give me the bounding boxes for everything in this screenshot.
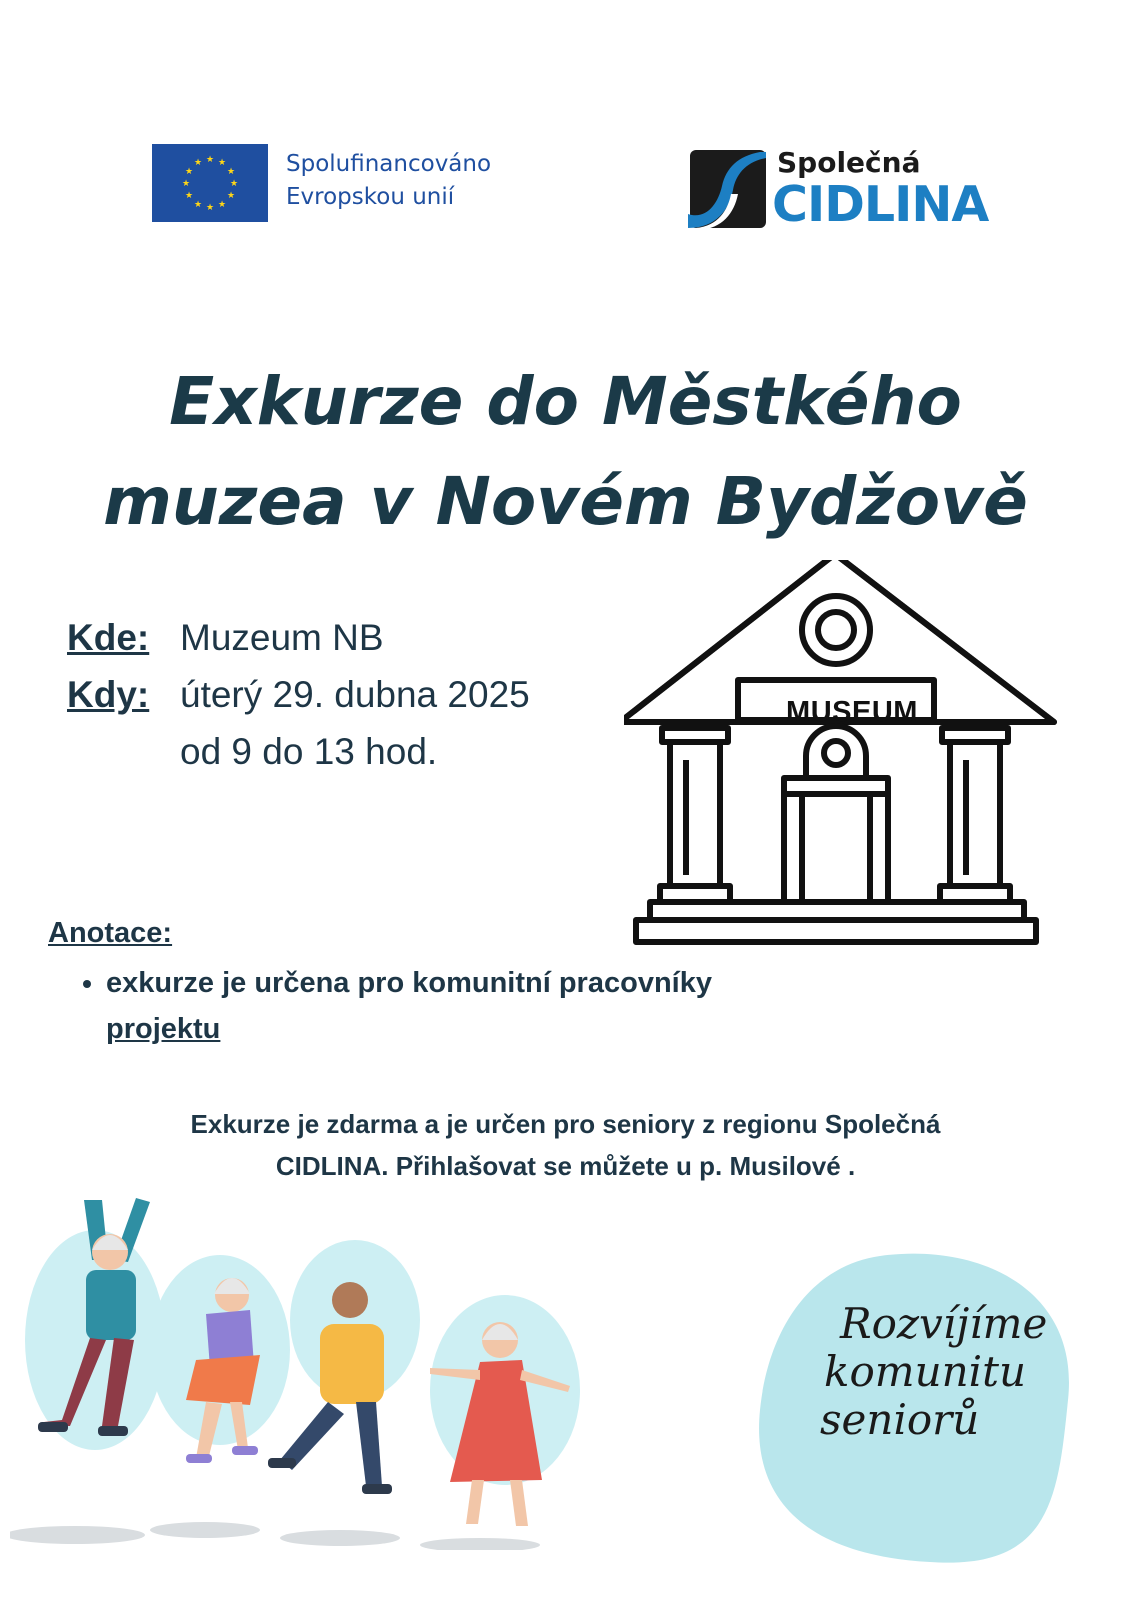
- when-time: od 9 do 13 hod.: [180, 731, 438, 772]
- slogan-line2: komunitu: [824, 1347, 1027, 1396]
- slogan-line3: seniorů: [820, 1395, 980, 1444]
- where-value: Muzeum NB: [180, 617, 384, 658]
- svg-text:★: ★: [229, 179, 239, 189]
- annotation-item-underlined: projektu: [106, 1013, 221, 1045]
- dancing-seniors-illustration: [10, 1190, 600, 1550]
- eu-cofinanced-text: [286, 148, 491, 214]
- museum-building-icon: [624, 560, 1084, 980]
- title-line2: muzea v Novém Bydžově: [103, 463, 1028, 540]
- svg-text:★: ★: [184, 191, 194, 201]
- annotation-label: Anotace:: [48, 917, 173, 949]
- notice-line1: Exkurze je zdarma a je určen pro seniory z regionu Společná: [190, 1109, 941, 1139]
- svg-text:★: ★: [181, 179, 191, 189]
- museum-sign-label: MUSEUM: [786, 696, 918, 728]
- eu-text-line2: Evropskou unií: [286, 184, 455, 210]
- eu-text-line1: Spolufinancováno: [286, 151, 492, 177]
- slogan-text: [820, 1300, 1050, 1444]
- svg-text:★: ★: [184, 167, 194, 177]
- eu-flag-icon: [152, 144, 268, 222]
- svg-text:★: ★: [217, 200, 227, 210]
- list-item: [106, 960, 866, 1052]
- title-line1: Exkurze do Městkého: [169, 363, 962, 440]
- svg-text:★: ★: [226, 191, 236, 201]
- where-label: Kde:: [67, 617, 150, 658]
- cidlina-logo-line1: Společná: [777, 146, 921, 179]
- svg-text:★: ★: [226, 167, 236, 177]
- notice-line2: CIDLINA. Přihlašovat se můžete u p. Musilové .: [275, 1151, 856, 1181]
- svg-text:★: ★: [217, 158, 227, 168]
- svg-text:★: ★: [205, 155, 215, 165]
- slogan-line1: Rozvíjíme: [840, 1299, 1048, 1348]
- annotation-item-text: exkurze je určena pro komunitní pracovníky: [106, 967, 712, 999]
- cidlina-logo-line2: CIDLINA: [772, 176, 989, 233]
- svg-text:★: ★: [193, 158, 203, 168]
- cidlina-wave-icon: [688, 148, 768, 230]
- when-label: Kdy:: [67, 674, 150, 715]
- when-date: úterý 29. dubna 2025: [180, 674, 530, 715]
- svg-text:★: ★: [205, 203, 215, 213]
- svg-text:★: ★: [193, 200, 203, 210]
- annotation-list: [80, 960, 866, 1052]
- free-entry-notice: [80, 1103, 1051, 1187]
- page-title: [60, 352, 1071, 552]
